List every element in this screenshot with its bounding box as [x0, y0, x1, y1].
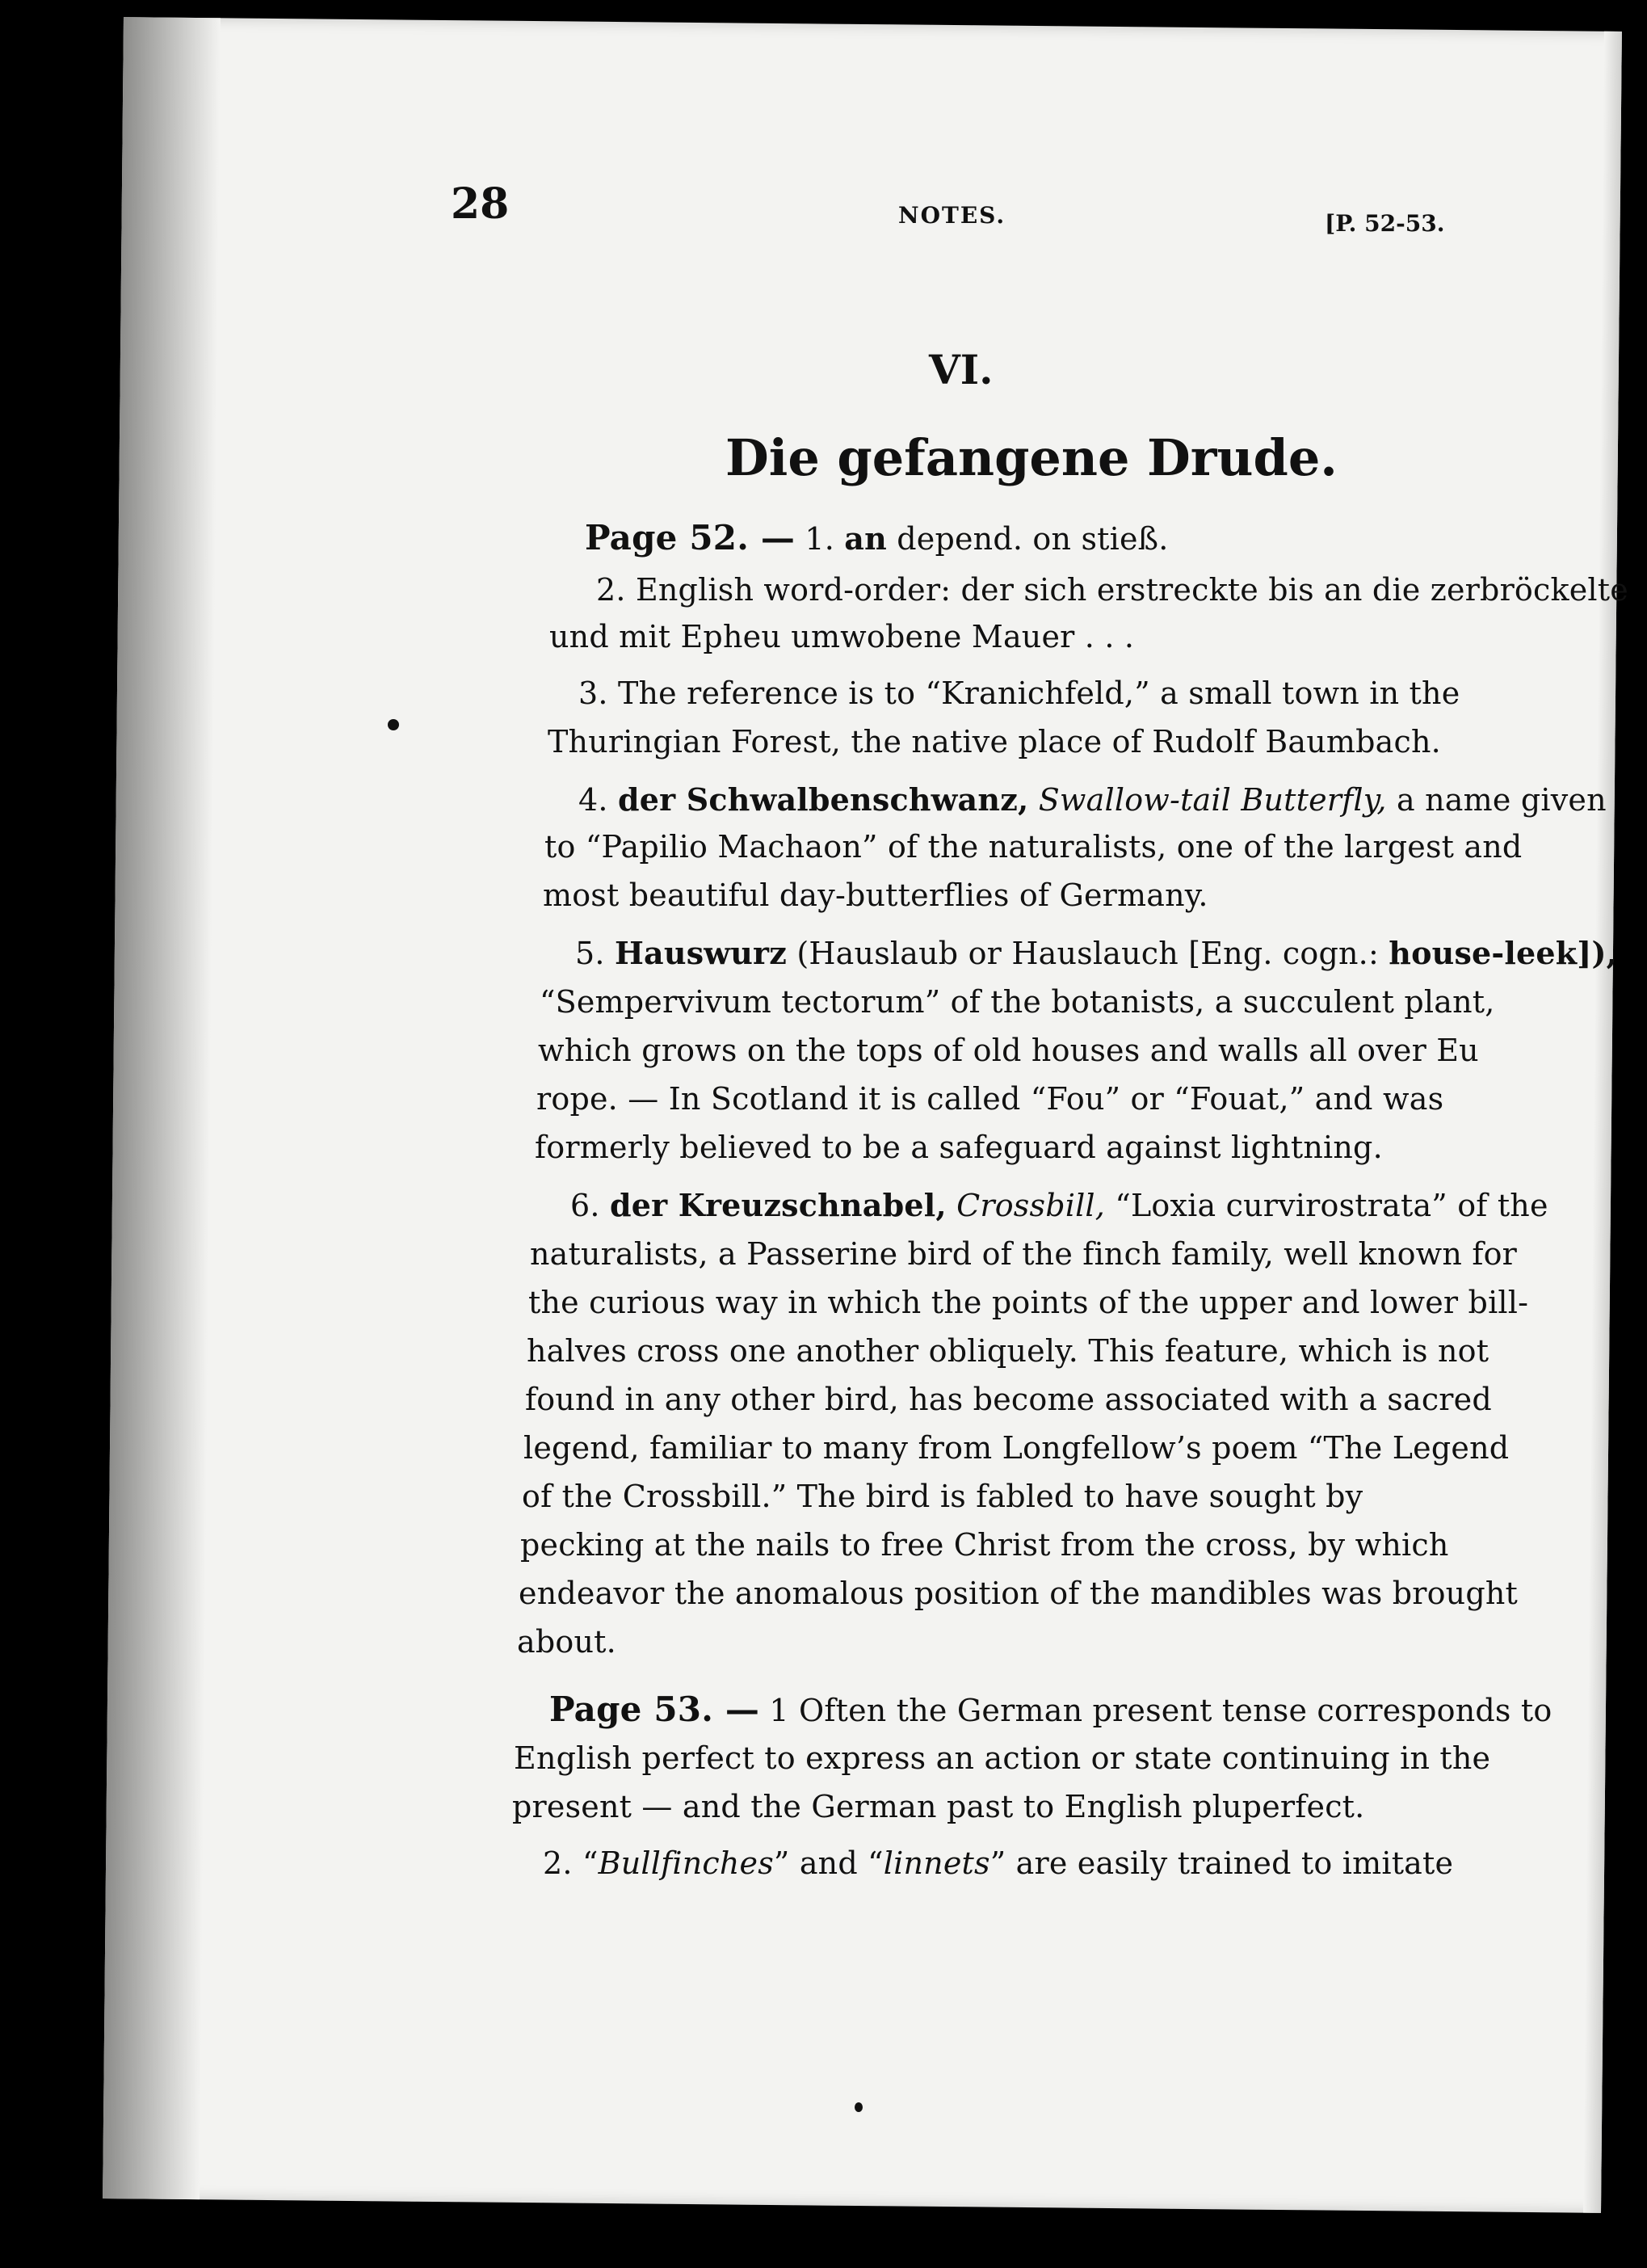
note-52-3-text: The reference is to “Kranichfeld,” a small town in the [617, 675, 1460, 711]
section-numeral: VI. [929, 346, 994, 393]
note-53-2-rest: ” are easily trained to imitate [989, 1845, 1454, 1881]
page-53-label: Page 53. — [549, 1689, 760, 1729]
note-52-5-number: 5. [575, 936, 605, 971]
note-52-6-line-8: pecking at the nails to free Christ from the cross, by which [520, 1527, 1449, 1563]
ink-speck [388, 719, 399, 730]
note-52-5-line-4: rope. — In Scotland it is called “Fou” or “Fouat,” and was [536, 1081, 1444, 1117]
note-53-1-line-3: present — and the German past to English pluperfect. [512, 1789, 1365, 1824]
note-52-6-line-3: the curious way in which the points of the upper and lower bill- [528, 1285, 1529, 1320]
note-52-2-line-1 [596, 570, 1628, 609]
note-52-6-line-5: found in any other bird, has become associated with a sacred [525, 1382, 1492, 1417]
note-52-2-line-2: und mit Epheu umwobene Mauer . . . [549, 619, 1135, 654]
note-52-5-line-5: formerly believed to be a safeguard against lightning. [535, 1130, 1383, 1165]
note-53-1-line-1 [549, 1690, 1552, 1730]
note-53-2-open-quote: “ [582, 1845, 599, 1881]
note-52-5-text: (Hauslaub or Hauslauch [Eng. cogn.: [796, 936, 1379, 971]
note-52-6-line-9: endeavor the anomalous position of the mandibles was brought [519, 1576, 1519, 1611]
note-52-5-line-2: “Sempervivum tectorum” of the botanists, a succulent plant, [540, 984, 1495, 1020]
note-52-5-cognate: house-leek]), [1389, 935, 1618, 971]
note-52-3-number: 3. [578, 675, 608, 711]
note-52-2-text: English word-order: [635, 572, 952, 608]
note-52-3-line-1 [578, 674, 1460, 713]
note-52-6-italic: Crossbill, [956, 1188, 1106, 1223]
note-52-6-text: “Loxia curvirostrata” of the [1115, 1188, 1548, 1223]
note-52-6-number: 6. [570, 1188, 600, 1223]
note-53-1-line-2: English perfect to express an action or state continuing in the [514, 1740, 1491, 1776]
page-range: [P. 52-53. [1325, 210, 1445, 237]
note-53-2-mid: ” and “ [773, 1845, 884, 1881]
note-52-2-number: 2. [596, 572, 626, 608]
note-52-4-italic: Swallow-tail Butterfly, [1038, 782, 1387, 818]
note-52-4-line-1 [578, 781, 1607, 819]
note-52-5-line-1 [575, 934, 1617, 973]
page-52-label: Page 52. — [585, 518, 796, 558]
note-52-5-line-3: which grows on the tops of old houses and walls all over Eu [538, 1033, 1479, 1068]
note-52-4-number: 4. [578, 782, 608, 818]
page-binding-edge [103, 17, 221, 2199]
note-53-2-number: 2. [543, 1845, 573, 1881]
note-52-1-text: depend. on stieß. [897, 521, 1169, 557]
running-title: NOTES. [898, 202, 1006, 229]
note-53-2-line-1 [543, 1844, 1453, 1883]
note-52-6-headword: der Kreuzschnabel, [609, 1187, 947, 1223]
note-52-6-line-1 [570, 1186, 1548, 1225]
note-53-1-text: Often the German present tense corresponds to [799, 1693, 1552, 1728]
note-52-6-line-7: of the Crossbill.” The bird is fabled to have sought by [522, 1479, 1363, 1514]
note-52-3-line-2: Thuringian Forest, the native place of Rudolf Baumbach. [548, 724, 1441, 760]
note-52-4-line-3: most beautiful day-butterflies of Germany. [543, 877, 1208, 913]
page-right-edge [1583, 32, 1622, 2213]
page-number: 28 [451, 179, 510, 229]
note-53-1-number: 1 [769, 1693, 789, 1728]
note-52-4-headword: der Schwalbenschwanz, [617, 781, 1029, 818]
note-52-2-german-a: der sich erstreckte bis an die zerbröckelte [960, 572, 1628, 608]
note-52-6-line-4: halves cross one another obliquely. This feature, which is not [527, 1333, 1489, 1369]
note-52-6-line-2: naturalists, a Passerine bird of the finch family, well known for [530, 1236, 1518, 1272]
note-52-4-line-2: to “Papilio Machaon” of the naturalists, one of the largest and [544, 829, 1523, 865]
section-title: Die gefangene Drude. [725, 428, 1338, 487]
note-52-1-headword: an [844, 520, 887, 557]
note-52-6-line-6: legend, familiar to many from Longfellow’s poem “The Legend [523, 1430, 1510, 1466]
note-52-1-number: 1. [805, 521, 835, 557]
note-53-2-italic-2: linnets [883, 1845, 990, 1881]
note-52-1 [585, 519, 1169, 558]
note-52-5-headword: Hauswurz [614, 935, 788, 971]
ink-speck [855, 2102, 863, 2112]
note-52-4-rest: a name given [1396, 782, 1607, 818]
note-52-6-line-10: about. [517, 1624, 616, 1660]
note-53-2-italic-1: Bullfinches [598, 1845, 774, 1881]
